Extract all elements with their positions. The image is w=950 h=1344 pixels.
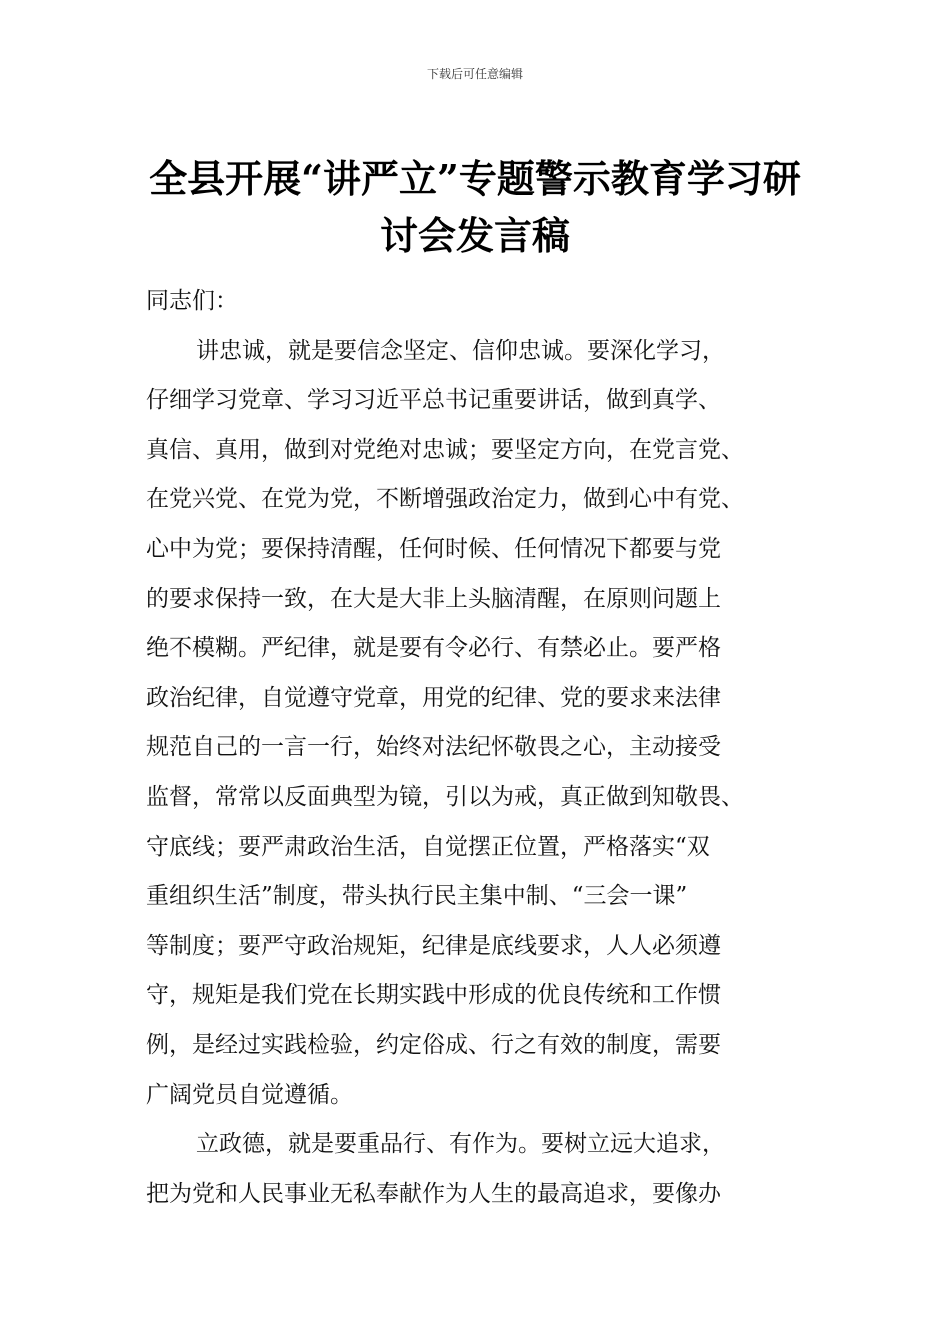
paragraph-line: 绝不模糊。严纪律，就是要有令必行、有禁必止。要严格 bbox=[146, 635, 721, 662]
document-title bbox=[120, 150, 830, 264]
document-title-line-1: 全县开展“讲严立”专题警示教育学习研 bbox=[149, 156, 801, 201]
salutation: 同志们： bbox=[146, 288, 238, 314]
paragraph-line: 等制度；要严守政治规矩，纪律是底线要求，人人必须遵 bbox=[146, 932, 721, 959]
paragraph-line: 真信、真用，做到对党绝对忠诚；要坚定方向，在党言党、 bbox=[146, 436, 744, 463]
paragraph-line: 规范自己的一言一行，始终对法纪怀敬畏之心，主动接受 bbox=[146, 734, 721, 761]
paragraph-1 bbox=[146, 327, 806, 1121]
paragraph-line: 仔细学习党章、学习习近平总书记重要讲话，做到真学、 bbox=[146, 387, 721, 414]
paragraph-line: 立政德，就是要重品行、有作为。要树立远大追求， bbox=[196, 1131, 725, 1158]
paragraph-line: 广阔党员自觉遵循。 bbox=[146, 1081, 353, 1108]
document-title-line-2: 讨会发言稿 bbox=[379, 213, 570, 258]
paragraph-line: 的要求保持一致，在大是大非上头脑清醒，在原则问题上 bbox=[146, 585, 721, 612]
paragraph-line: 政治纪律，自觉遵守党章，用党的纪律、党的要求来法律 bbox=[146, 684, 721, 711]
paragraph-2 bbox=[146, 1120, 806, 1219]
paragraph-line: 守底线；要严肃政治生活，自觉摆正位置，严格落实“双 bbox=[146, 833, 710, 860]
document-body bbox=[146, 277, 806, 1219]
page-header-note: 下载后可任意编辑 bbox=[426, 67, 523, 81]
paragraph-line: 在党兴党、在党为党，不断增强政治定力，做到心中有党、 bbox=[146, 486, 744, 513]
paragraph-line: 例，是经过实践检验，约定俗成、行之有效的制度，需要 bbox=[146, 1031, 721, 1058]
paragraph-line: 讲忠诚，就是要信念坚定、信仰忠诚。要深化学习， bbox=[196, 337, 725, 364]
paragraph-line: 心中为党；要保持清醒，任何时候、任何情况下都要与党 bbox=[146, 535, 721, 562]
paragraph-line: 监督，常常以反面典型为镜，引以为戒，真正做到知敬畏、 bbox=[146, 783, 744, 810]
paragraph-line: 重组织生活”制度，带头执行民主集中制、“三会一课” bbox=[146, 883, 688, 910]
paragraph-line: 把为党和人民事业无私奉献作为人生的最高追求，要像办 bbox=[146, 1180, 721, 1207]
paragraph-line: 守，规矩是我们党在长期实践中形成的优良传统和工作惯 bbox=[146, 982, 721, 1009]
